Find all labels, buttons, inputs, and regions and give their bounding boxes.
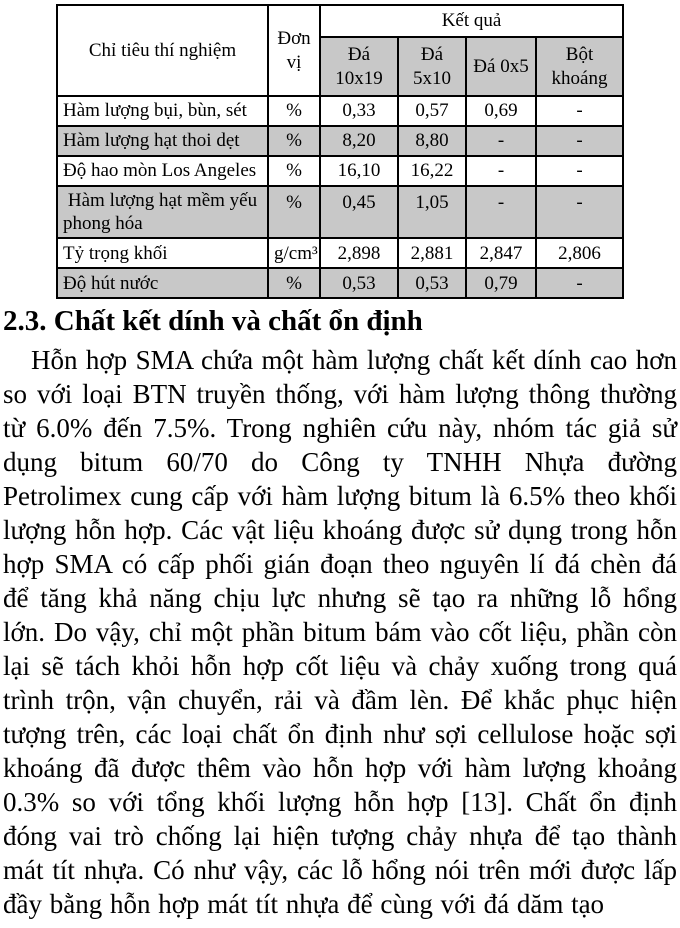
unit-cell: % [268, 268, 320, 298]
header-criteria-cell: Chỉ tiêu thí nghiệm [57, 5, 268, 96]
value-cell: 2,898 [320, 238, 398, 268]
section-heading: 2.3. Chất kết dính và chất ổn định [3, 305, 423, 338]
header-col-da0x5: Đá 0x5 [466, 37, 536, 96]
value-cell: - [536, 126, 623, 156]
header-col-da10x19: Đá 10x19 [320, 37, 398, 96]
value-cell: 2,881 [398, 238, 466, 268]
table-row [57, 238, 623, 268]
value-cell: - [536, 268, 623, 298]
table-row [57, 156, 623, 186]
value-cell: 1,05 [398, 186, 466, 238]
table-row [57, 126, 623, 156]
table-row [57, 96, 623, 126]
value-cell: - [536, 186, 623, 238]
value-cell: - [466, 126, 536, 156]
body-paragraph: Hỗn hợp SMA chứa một hàm lượng chất kết dính cao hơn so với loại BTN truyền thống, với hàm lượng thông thường từ 6.0% đến 7.5%. Trong nghiên cứu này, nhóm tác giả sử dụng bitum 60/70 do Công ty TNHH Nhựa đường Petrolimex cung cấp với hàm lượng bitum là 6.5% theo khối lượng hỗn hợp. Các vật liệu khoáng được sử dụng trong hỗn hợp SMA có cấp phối gián đoạn theo nguyên lí đá chèn đá để tăng khả năng chịu lực nhưng sẽ tạo ra những lỗ hổng lớn. Do vậy, chỉ một phần bitum bám vào cốt liệu, phần còn lại sẽ tách khỏi hỗn hợp cốt liệu và chảy xuống trong quá trình trộn, vận chuyển, rải và đầm lèn. Để khắc phục hiện tượng trên, các loại chất ổn định như sợi cellulose hoặc sợi khoáng đã được thêm vào hỗn hợp với hàm lượng khoảng 0.3% so với tổng khối lượng hỗn hợp [13]. Chất ổn định đóng vai trò chống lại hiện tượng chảy nhựa để tạo thành mát tít nhựa. Có như vậy, các lỗ hổng nói trên mới được lấp đầy bằng hỗn hợp mát tít nhựa để cùng với đá dăm tạo [3, 345, 677, 920]
criteria-cell: Tỷ trọng khối [57, 238, 268, 268]
value-cell: 8,80 [398, 126, 466, 156]
value-cell: - [536, 96, 623, 126]
value-cell: 2,806 [536, 238, 623, 268]
criteria-cell: Độ hút nước [57, 268, 268, 298]
value-cell: 2,847 [466, 238, 536, 268]
header-unit-cell: Đơn vị [268, 5, 320, 96]
value-cell: 16,22 [398, 156, 466, 186]
value-cell: 0,69 [466, 96, 536, 126]
header-col-botkhoang: Bột khoáng [536, 37, 623, 96]
value-cell: 0,53 [398, 268, 466, 298]
unit-cell: % [268, 126, 320, 156]
table-row [57, 186, 623, 238]
criteria-cell: Hàm lượng hạt thoi dẹt [57, 126, 268, 156]
value-cell: 0,33 [320, 96, 398, 126]
header-col-da5x10: Đá 5x10 [398, 37, 466, 96]
value-cell: 0,57 [398, 96, 466, 126]
table-row [57, 268, 623, 298]
unit-cell: % [268, 186, 320, 238]
value-cell: 8,20 [320, 126, 398, 156]
value-cell: - [466, 156, 536, 186]
value-cell: - [536, 156, 623, 186]
value-cell: 0,45 [320, 186, 398, 238]
criteria-cell: Hàm lượng bụi, bùn, sét [57, 96, 268, 126]
test-results-table [56, 4, 624, 299]
criteria-cell: Độ hao mòn Los Angeles [57, 156, 268, 186]
value-cell: - [466, 186, 536, 238]
header-result-cell: Kết quả [320, 5, 623, 37]
unit-cell: % [268, 156, 320, 186]
unit-cell: g/cm³ [268, 238, 320, 268]
table-header-row-1 [57, 5, 623, 37]
unit-cell: % [268, 96, 320, 126]
criteria-cell: Hàm lượng hạt mềm yếu phong hóa [57, 186, 268, 238]
value-cell: 0,79 [466, 268, 536, 298]
value-cell: 16,10 [320, 156, 398, 186]
value-cell: 0,53 [320, 268, 398, 298]
